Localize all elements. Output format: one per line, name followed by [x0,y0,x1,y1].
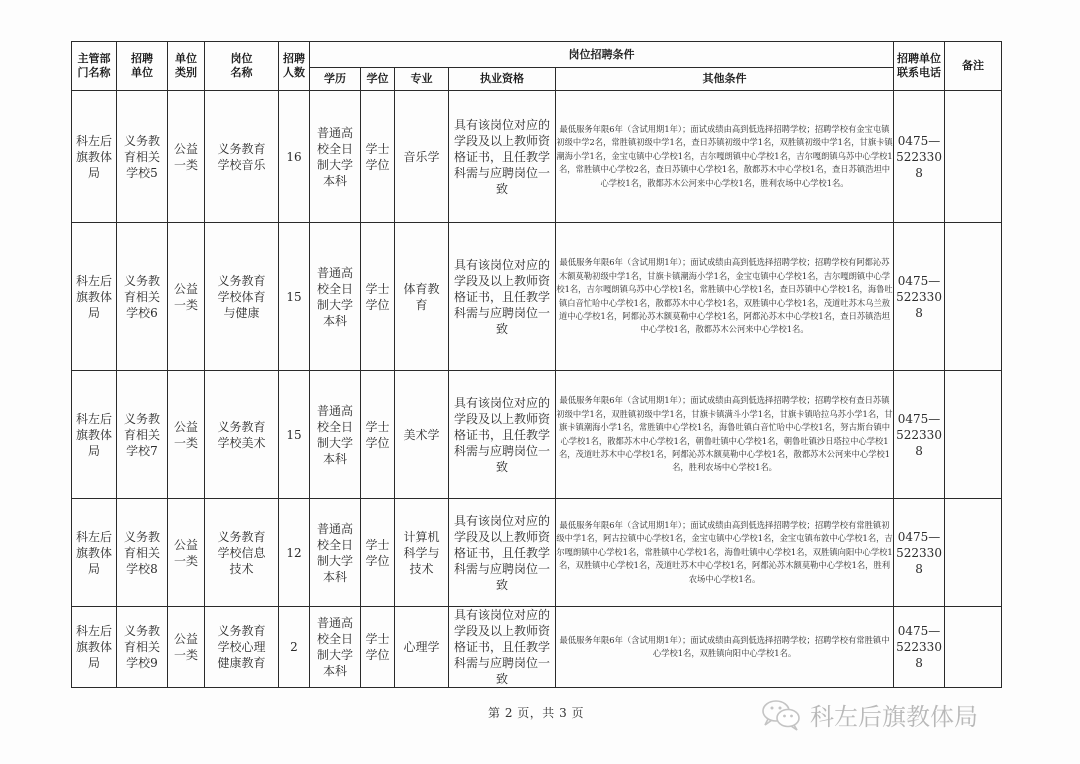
cell-major: 体育教育 [395,223,449,371]
cell-post: 义务教育学校信息技术 [205,499,279,607]
cell-degree: 学士学位 [361,91,395,223]
header-education: 学历 [310,68,361,91]
header-count: 招聘人数 [279,42,310,91]
cell-major: 美术学 [395,371,449,499]
cell-remark [945,499,1002,607]
header-remark: 备注 [945,42,1002,91]
cell-remark [945,91,1002,223]
header-phone: 招聘单位联系电话 [894,42,945,91]
cell-phone: 0475—5223308 [894,91,945,223]
header-other: 其他条件 [556,68,894,91]
cell-unit-type: 公益一类 [168,499,205,607]
cell-degree: 学士学位 [361,371,395,499]
cell-unit: 义务教育相关学校9 [117,607,168,688]
cell-dept: 科左后旗教体局 [72,499,117,607]
cell-other-conditions: 最低服务年限6年（含试用期1年）；面试成绩由高到低选择招聘学校；招聘学校有金宝屯镇初级中学2名，常胜镇初级中学1名，查日苏镇初级中学1名，双胜镇初级中学1名，甘旗卡镇潮海小学1名，金宝屯镇中心学校1名，吉尔嘎朗镇中心学校1名，吉尔嘎朗镇乌苏中心学校1名，常胜镇中心学校2名，查日苏镇中心学校1名，散都苏木中心学校1名，查日苏镇浩坦中心学校1名，散都苏木公河来中心学校1名，胜利农场中心学校1名。 [556,91,894,223]
cell-other-conditions: 最低服务年限6年（含试用期1年）；面试成绩由高到低选择招聘学校；招聘学校有查日苏镇初级中学1名，双胜镇初级中学1名，甘旗卡镇满斗小学1名，甘旗卡镇哈拉乌苏小学1名，甘旗卡镇潮海小学1名，常胜镇中心学校1名，海鲁吐镇白音忙哈中心学校1名，努古斯台镇中心学校1名，散都苏木中心学校1名，朝鲁吐镇中心学校1名，朝鲁吐镇沙日塔拉中心学校1名，茂道吐苏木中心学校1名，阿都沁苏木额莫勒中心学校1名，散都苏木公河来中心学校1名，胜利农场中心学校1名。 [556,371,894,499]
header-qualification: 执业资格 [449,68,556,91]
cell-unit-type: 公益一类 [168,91,205,223]
cell-major: 音乐学 [395,91,449,223]
cell-post: 义务教育学校体育与健康 [205,223,279,371]
header-degree: 学位 [361,68,395,91]
cell-education: 普通高校全日制大学本科 [310,91,361,223]
table-row [72,607,1002,688]
cell-remark [945,223,1002,371]
cell-phone: 0475—5223308 [894,371,945,499]
cell-dept: 科左后旗教体局 [72,223,117,371]
table-row [72,223,1002,371]
watermark [760,697,978,732]
header-dept: 主管部门名称 [72,42,117,91]
header-conditions-group: 岗位招聘条件 [310,42,894,68]
cell-post: 义务教育学校音乐 [205,91,279,223]
cell-count: 16 [279,91,310,223]
cell-unit-type: 公益一类 [168,607,205,688]
cell-education: 普通高校全日制大学本科 [310,607,361,688]
header-unit: 招聘单位 [117,42,168,91]
table-row [72,371,1002,499]
cell-unit: 义务教育相关学校8 [117,499,168,607]
cell-other-conditions: 最低服务年限6年（含试用期1年）；面试成绩由高到低选择招聘学校；招聘学校有常胜镇初级中学1名，阿古拉镇中心学校1名，金宝屯镇中心学校1名，金宝屯镇布敦中心学校1名，吉尔嘎朗镇中心学校1名，常胜镇中心学校1名，海鲁吐镇中心学校1名，双胜镇向阳中心学校1名，双胜镇中心学校1名，茂道吐苏木中心学校1名，阿都沁苏木额莫勒中心学校1名，胜利农场中心学校1名。 [556,499,894,607]
cell-unit: 义务教育相关学校5 [117,91,168,223]
cell-unit: 义务教育相关学校6 [117,223,168,371]
page-indicator: 第 2 页，共 3 页 [488,706,585,720]
cell-phone: 0475—5223308 [894,607,945,688]
cell-qualification: 具有该岗位对应的学段及以上教师资格证书，且任教学科需与应聘岗位一致 [449,91,556,223]
cell-remark [945,607,1002,688]
cell-major: 心理学 [395,607,449,688]
cell-qualification: 具有该岗位对应的学段及以上教师资格证书，且任教学科需与应聘岗位一致 [449,371,556,499]
cell-phone: 0475—5223308 [894,223,945,371]
cell-degree: 学士学位 [361,499,395,607]
cell-count: 12 [279,499,310,607]
cell-education: 普通高校全日制大学本科 [310,371,361,499]
cell-major: 计算机科学与技术 [395,499,449,607]
cell-count: 15 [279,371,310,499]
cell-education: 普通高校全日制大学本科 [310,499,361,607]
cell-other-conditions: 最低服务年限6年（含试用期1年）；面试成绩由高到低选择招聘学校；招聘学校有阿都沁苏木额莫勒初级中学1名，甘旗卡镇潮海小学1名，金宝屯镇中心学校1名，吉尔嘎朗镇中心学校1名，吉尔嘎朗镇乌苏中心学校1名，常胜镇中心学校1名，查日苏镇中心学校1名，海鲁吐镇白音忙哈中心学校1名，散都苏木中心学校1名，双胜镇中心学校1名，茂道吐苏木乌兰敖道中心学校1名，阿都沁苏木额莫勒中心学校1名，阿都沁苏木中心学校1名，查日苏镇浩坦中心学校1名，散都苏木公河来中心学校1名。 [556,223,894,371]
cell-count: 2 [279,607,310,688]
table-row [72,91,1002,223]
table-row [72,499,1002,607]
cell-dept: 科左后旗教体局 [72,607,117,688]
cell-qualification: 具有该岗位对应的学段及以上教师资格证书，且任教学科需与应聘岗位一致 [449,607,556,688]
header-major: 专业 [395,68,449,91]
cell-dept: 科左后旗教体局 [72,371,117,499]
cell-unit: 义务教育相关学校7 [117,371,168,499]
cell-phone: 0475—5223308 [894,499,945,607]
cell-qualification: 具有该岗位对应的学段及以上教师资格证书，且任教学科需与应聘岗位一致 [449,223,556,371]
header-row-1 [72,42,1002,68]
cell-post: 义务教育学校美术 [205,371,279,499]
cell-unit-type: 公益一类 [168,223,205,371]
recruitment-table [71,41,1002,688]
cell-education: 普通高校全日制大学本科 [310,223,361,371]
cell-degree: 学士学位 [361,607,395,688]
watermark-text: 科左后旗教体局 [810,703,978,731]
cell-remark [945,371,1002,499]
cell-post: 义务教育学校心理健康教育 [205,607,279,688]
header-post: 岗位名称 [205,42,279,91]
cell-dept: 科左后旗教体局 [72,91,117,223]
cell-unit-type: 公益一类 [168,371,205,499]
wechat-icon [760,698,804,732]
cell-degree: 学士学位 [361,223,395,371]
cell-other-conditions: 最低服务年限6年（含试用期1年）；面试成绩由高到低选择招聘学校；招聘学校有常胜镇中心学校1名，双胜镇向阳中心学校1名。 [556,607,894,688]
header-unit-type: 单位类别 [168,42,205,91]
cell-count: 15 [279,223,310,371]
cell-qualification: 具有该岗位对应的学段及以上教师资格证书，且任教学科需与应聘岗位一致 [449,499,556,607]
